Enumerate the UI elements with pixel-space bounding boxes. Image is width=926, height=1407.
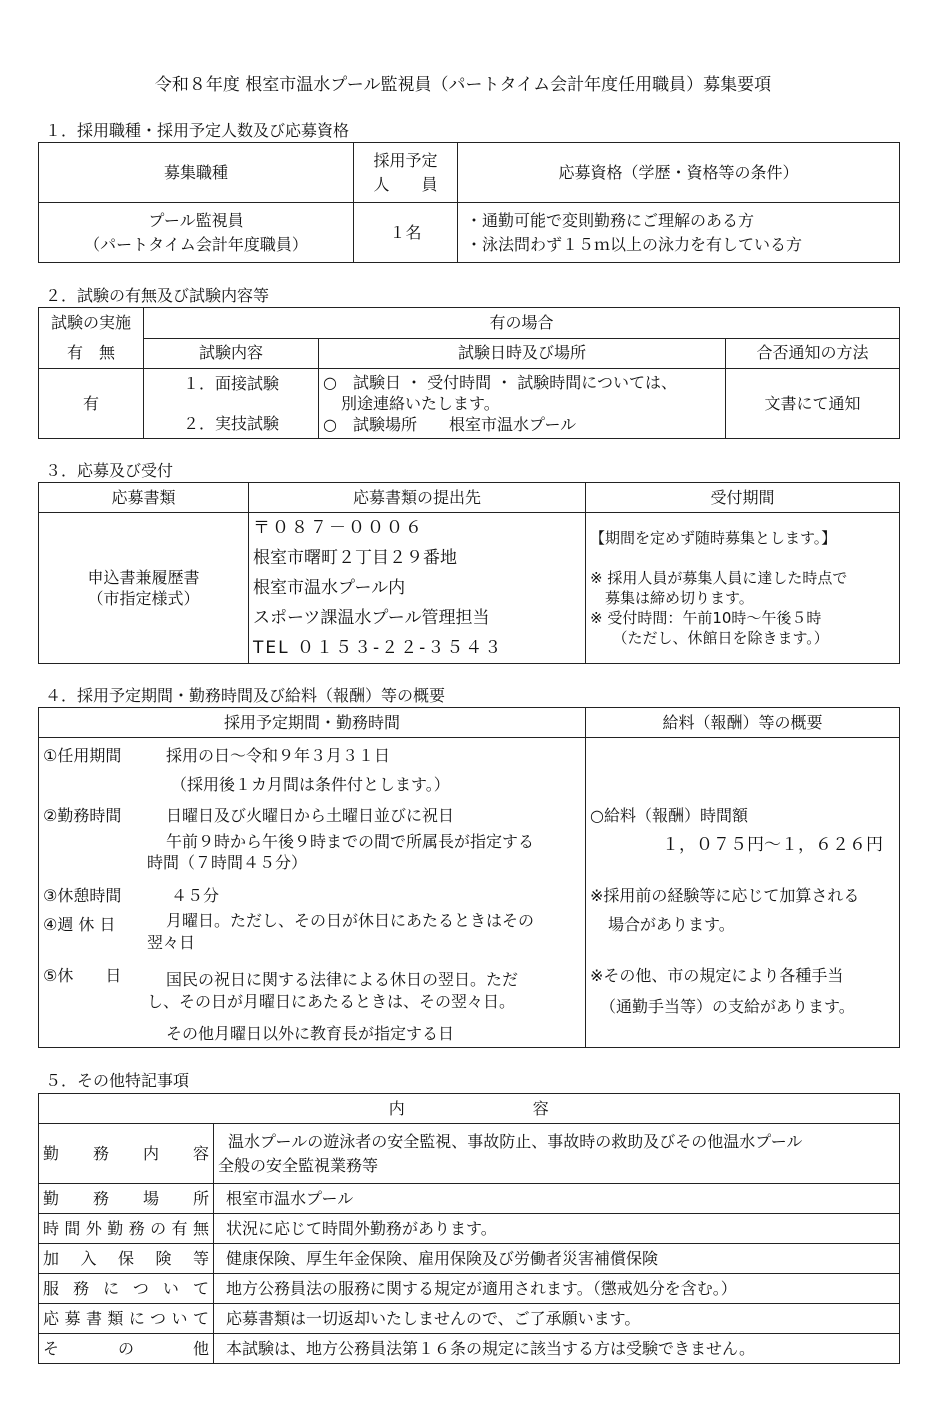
other-notes-table [38, 1093, 900, 1364]
section-4-heading: ４．採用予定期間・勤務時間及び給料（報酬）等の概要 [45, 686, 446, 705]
header-if-yes: 有の場合 [144, 308, 900, 339]
application-table [38, 482, 900, 664]
header-documents: 応募書類 [39, 483, 249, 513]
destination-cell: 〒０８７－０００６ 根室市曙町２丁目２９番地 根室市温水プール内 スポーツ課温水プール管理担当 TEL ０１５３-２２-３５４３ [249, 513, 586, 664]
row-label: 服務について [39, 1274, 214, 1304]
row-label: 加入保険等 [39, 1244, 214, 1274]
header-job: 募集職種 [39, 143, 354, 203]
header-period-hours: 採用予定期間・勤務時間 [39, 708, 586, 738]
header-qualification: 応募資格（学歴・資格等の条件） [458, 143, 900, 203]
notice-method: 文書にて通知 [726, 369, 900, 439]
period-hours-cell: ①任用期間 採用の日～令和９年３月３１日 （採用後１カ月間は条件付とします。） ②勤務時間 日曜日及び火曜日から土曜日並びに祝日 午前９時から午後９時までの間で所属長が指定する 時間（７時間４５分） ③休憩時間 ４５分 ④週 休 日 月曜日。ただし、その日が休日にあたるときはその 翌々日 ⑤休 日 国民の祝日に関する法律による休日の翌日。ただ し、その日が月曜日にあたるときは、その翌々日。 その他月曜日以外に教育長が指定する日 [39, 738, 586, 1048]
exam-exist: 有 [39, 369, 144, 439]
exam-date-place: ○ 試験日 ・ 受付時間 ・ 試験時間については、 別途連絡いたします。 ○ 試験場所 根室市温水プール [319, 369, 726, 439]
section-1-heading: １．採用職種・採用予定人数及び応募資格 [45, 121, 350, 140]
number-cell: １名 [354, 203, 458, 263]
row-text: 根室市温水プール [214, 1184, 900, 1214]
section-3-heading: ３．応募及び受付 [45, 461, 174, 480]
row-text: 温水プールの遊泳者の安全監視、事故防止、事故時の救助及びその他温水プール 全般の安全監視業務等 [214, 1124, 900, 1184]
header-salary: 給料（報酬）等の概要 [586, 708, 900, 738]
header-destination: 応募書類の提出先 [249, 483, 586, 513]
header-period: 受付期間 [586, 483, 900, 513]
header-exam-date: 試験日時及び場所 [319, 338, 726, 369]
header-number: 採用予定 人 員 [354, 143, 458, 203]
row-text: 本試験は、地方公務員法第１６条の規定に該当する方は受験できません。 [214, 1334, 900, 1364]
row-text: 地方公務員法の服務に関する規定が適用されます。（懲戒処分を含む。） [214, 1274, 900, 1304]
row-label: その他 [39, 1334, 214, 1364]
section-5-heading: ５．その他特記事項 [45, 1071, 190, 1090]
document-title: 令和８年度 根室市温水プール監視員（パートタイム会計年度任用職員）募集要項 [154, 75, 772, 95]
header-exam-content: 試験内容 [144, 338, 319, 369]
row-label: 応募書類について [39, 1304, 214, 1334]
exam-content: １．面接試験 ２．実技試験 [144, 369, 319, 439]
documents-cell: 申込書兼履歴書 （市指定様式） [39, 513, 249, 664]
row-text: 状況に応じて時間外勤務があります。 [214, 1214, 900, 1244]
row-text: 応募書類は一切返却いたしませんので、ご了承願います。 [214, 1304, 900, 1334]
row-label: 勤務内容 [39, 1124, 214, 1184]
section-2-heading: ２．試験の有無及び試験内容等 [45, 286, 270, 305]
header-exam-exist: 試験の実施 有 無 [39, 308, 144, 369]
employment-terms-table [38, 707, 900, 1048]
header-notice-method: 合否通知の方法 [726, 338, 900, 369]
header-content: 内 容 [214, 1094, 900, 1124]
row-label: 勤務場所 [39, 1184, 214, 1214]
salary-cell: ○給料（報酬）時間額 １，０７５円～１，６２６円 ※採用前の経験等に応じて加算される 場合があります。 ※その他、市の規定により各種手当 （通勤手当等）の支給があります。 [586, 738, 900, 1048]
period-cell: 【期間を定めず随時募集とします。】 ※ 採用人員が募集人員に達した時点で 募集は締め切ります。 ※ 受付時間：午前10時～午後５時 （ただし、休館日を除きます。） [586, 513, 900, 664]
row-text: 健康保険、厚生年金保険、雇用保険及び労働者災害補償保険 [214, 1244, 900, 1274]
exam-table [38, 307, 900, 439]
job-cell: プール監視員 （パートタイム会計年度職員） [39, 203, 354, 263]
row-label: 時間外勤務の有無 [39, 1214, 214, 1244]
qualification-cell: ・通勤可能で変則勤務にご理解のある方 ・泳法問わず１５ｍ以上の泳力を有している方 [458, 203, 900, 263]
recruitment-table [38, 142, 900, 263]
